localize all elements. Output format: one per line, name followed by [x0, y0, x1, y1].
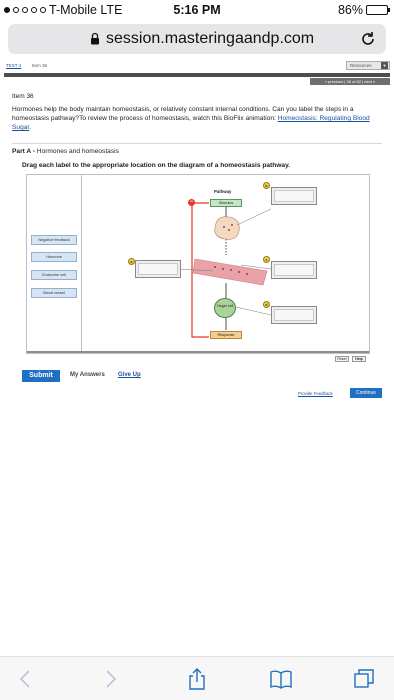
breadcrumb-test-link[interactable]: TEST 4	[6, 63, 22, 68]
target-cell: Target cell	[214, 298, 236, 318]
chevron-down-icon: ▼	[382, 63, 387, 68]
pathway-title: Pathway	[214, 189, 232, 194]
homeostasis-diagram	[27, 175, 369, 353]
label-hormone[interactable]: Hormone	[31, 252, 77, 262]
bioflix-link[interactable]: Homeostasis: Regulating Blood Sugar	[12, 115, 370, 131]
drag-drop-panel	[26, 174, 370, 361]
drop-target-b[interactable]	[271, 187, 317, 205]
drop-target-d[interactable]	[271, 306, 317, 324]
marker-d: d	[263, 301, 270, 308]
browser-toolbar	[0, 656, 394, 700]
stimulus-box: Stimulus	[210, 199, 242, 207]
bookmarks-icon[interactable]	[269, 667, 293, 691]
address-bar[interactable]	[8, 24, 386, 54]
header-divider	[4, 73, 390, 77]
share-icon[interactable]	[185, 667, 209, 691]
panel-footer-bar	[27, 351, 369, 353]
battery-percent: 86%	[337, 3, 363, 17]
endocrine-cell-shape	[215, 217, 240, 240]
label-endocrine-cell[interactable]: Endocrine cell	[31, 270, 77, 280]
battery-icon	[366, 5, 388, 15]
provide-feedback-link[interactable]: Provide Feedback	[298, 391, 333, 396]
my-answers-label: My Answers	[70, 372, 105, 378]
forward-icon[interactable]	[98, 667, 122, 691]
give-up-link[interactable]: Give Up	[118, 372, 141, 378]
status-bar	[0, 0, 394, 20]
submit-button[interactable]: Submit	[22, 370, 60, 382]
response-box: Response	[210, 331, 242, 339]
help-button[interactable]: Help	[352, 356, 366, 362]
drop-target-a[interactable]	[135, 260, 181, 278]
reset-button[interactable]: Reset	[335, 356, 349, 362]
part-heading: Part A - Hormones and homeostasis	[12, 148, 119, 155]
item-pager[interactable]: « previous | 36 of 62 | next »	[310, 78, 390, 85]
instruction-text: Drag each label to the appropriate location on the diagram of a homeostasis pathway.	[22, 162, 291, 169]
marker-c: c	[263, 256, 270, 263]
resources-dropdown[interactable]: Resources ▼	[346, 61, 390, 70]
lock-icon	[90, 32, 100, 45]
tabs-icon[interactable]	[352, 667, 376, 691]
marker-b: b	[263, 182, 270, 189]
label-blood-vessel[interactable]: Blood vessel	[31, 288, 77, 298]
reload-icon[interactable]	[359, 30, 377, 48]
label-negative-feedback[interactable]: Negative feedback	[31, 235, 77, 245]
negative-feedback-icon: −	[189, 199, 194, 205]
section-divider	[12, 143, 382, 144]
battery-status	[338, 3, 388, 17]
breadcrumb-item: Item 36	[32, 63, 48, 68]
item-title: Item 36	[12, 93, 34, 100]
carrier-label: T-Mobile LTE	[49, 3, 123, 17]
back-icon[interactable]	[14, 667, 38, 691]
clock: 5:16 PM	[173, 3, 221, 17]
continue-button[interactable]: Continue	[350, 388, 382, 398]
marker-a: a	[128, 258, 135, 265]
breadcrumb	[4, 60, 390, 72]
blood-vessel-shape	[193, 259, 267, 285]
drop-target-c[interactable]	[271, 261, 317, 279]
url-text[interactable]: session.masteringaandp.com	[106, 30, 315, 47]
item-intro: Hormones help the body maintain homeostasis, or relatively constant internal conditions. Can you label the steps in a homeostasis pathway?To review the process of homeostasis, watch this BioFlix animation: Homeostasis: Regulating Blood Sugar.	[12, 106, 370, 131]
